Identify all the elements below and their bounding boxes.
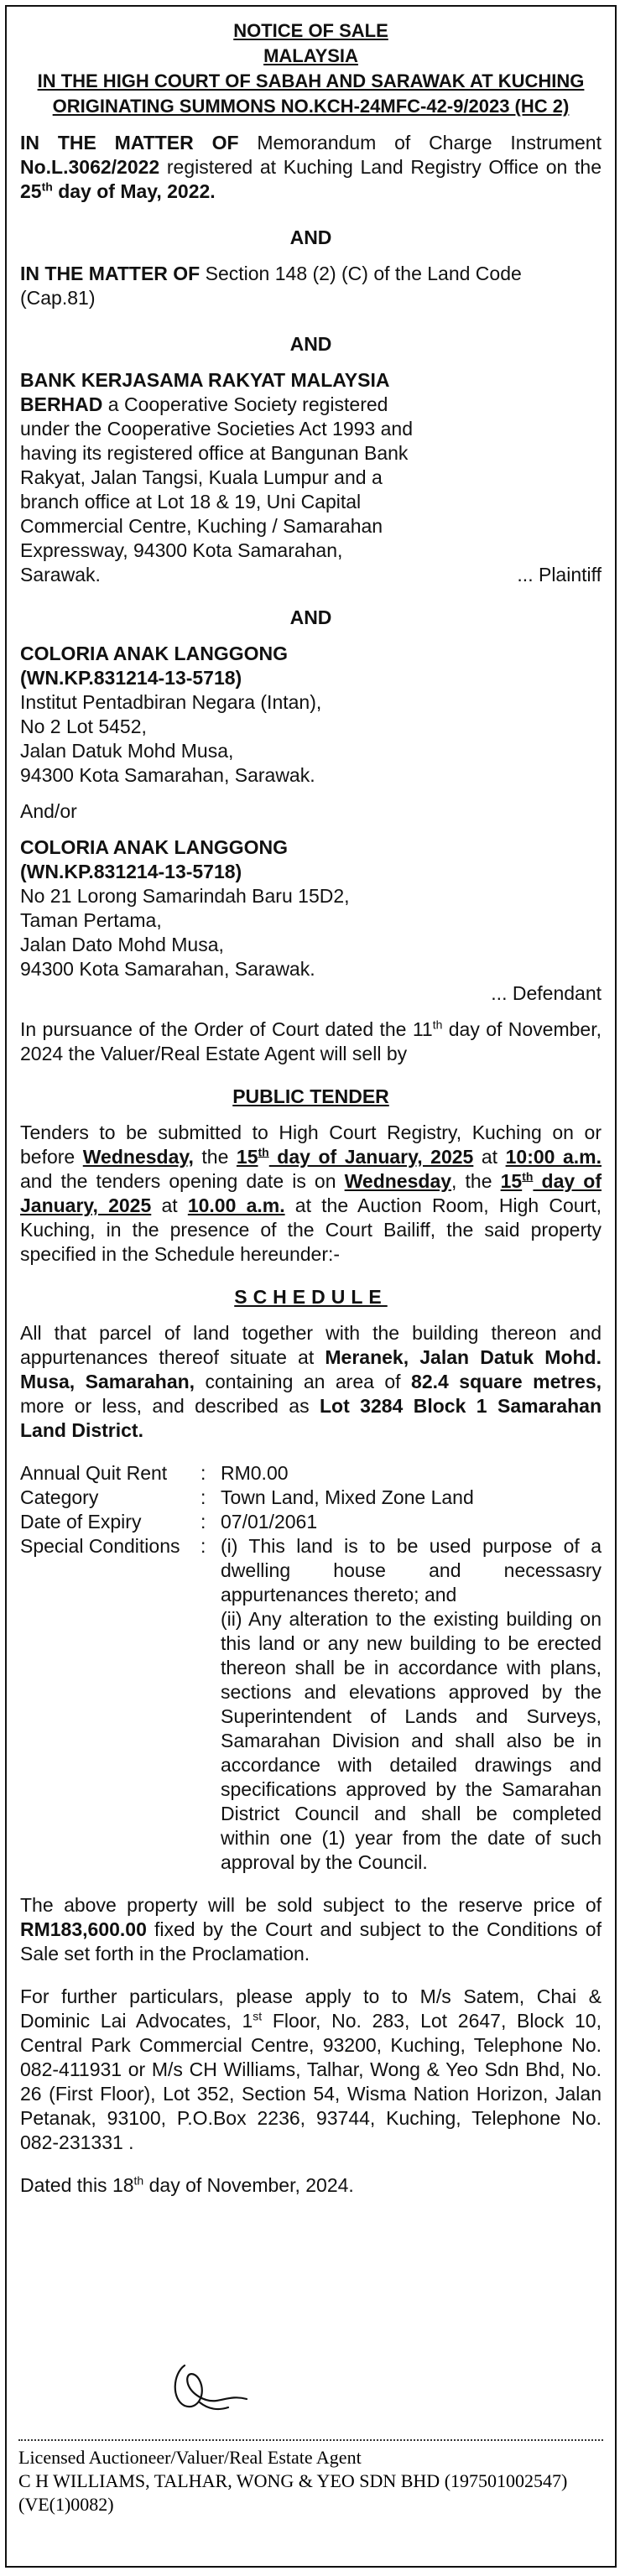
defendant-ic: (WN.KP.831214-13-5718) bbox=[20, 667, 242, 689]
notice-title: NOTICE OF SALE bbox=[233, 20, 388, 41]
plaintiff-address-line: Expressway, 94300 Kota Samarahan, bbox=[20, 539, 343, 561]
plaintiff-address-line: having its registered office at Bangunan Bank bbox=[20, 442, 409, 464]
defendant-address-1: COLORIA ANAK LANGGONG (WN.KP.831214-13-5718) Institut Pentadbiran Negara (Intan), No 2 Lot 5452, Jalan Datuk Mohd Musa, 94300 Kota Samarahan, Sarawak. bbox=[20, 642, 602, 788]
tender-paragraph: Tenders to be submitted to High Court Registry, Kuching on or before Wednesday, the 15th day of January, 2025 at 10:00 a.m. and the tenders opening date is on Wednesday, the 15th day of January, 2025 at 10.00 a.m. at the Auction Room, High Court, Kuching, in the presence of the Court Bailiff, the said property specified in the Schedule hereunder:- bbox=[20, 1121, 602, 1265]
notice-frame bbox=[5, 5, 617, 2568]
pursuance-paragraph: In pursuance of the Order of Court dated the 11th day of November, 2024 the Valuer/Real Estate Agent will sell by bbox=[20, 1017, 602, 1064]
detail-row: Annual Quit Rent : RM0.00 bbox=[20, 1462, 289, 1484]
detail-row: Special Conditions : (i) This land is to be used purpose of a dwelling house and necessasry appurtenances thereto; and (ii) Any alteration to the existing building on this land or any new building to be erected thereon shall be in accordance with plans, sections and elevations approved by the Superintendent of Lands and Surveys, Samarahan Division and shall also be in accordance with detailed drawings and specifications approved by the Samarahan District Council and shall be completed within one (1) year from the date of such approval by the Council. bbox=[20, 1535, 602, 1873]
dated-line: Dated this 18th day of November, 2024. bbox=[20, 2173, 354, 2196]
particulars-paragraph: For further particulars, please apply to to M/s Satem, Chai & Dominic Lai Advocates, 1st Floor, No. 283, Lot 2647, Block 10, Central Park Commercial Centre, 93200, Kuching, Telephone No. 082-411931 or M/s CH Williams, Talhar, Wong & Yeo Sdn Bhd, No. 26 (First Floor), Lot 352, Section 54, Wisma Nation Horizon, Jalan Petanak, 93100, P.O.Box 2236, 93744, Kuching, Telephone No. 082-231331 . bbox=[20, 1985, 602, 2153]
defendant-name: COLORIA ANAK LANGGONG bbox=[20, 836, 289, 858]
court-title: IN THE HIGH COURT OF SABAH AND SARAWAK AT KUCHING bbox=[37, 70, 585, 91]
public-tender-heading: PUBLIC TENDER bbox=[232, 1085, 389, 1107]
special-condition-1: (i) This land is to be used purpose of a dwelling house and necessasry appurtenances thereto; and bbox=[221, 1535, 602, 1605]
plaintiff-block: BANK KERJASAMA RAKYAT MALAYSIA BERHAD a Cooperative Society registered under the Cooperative Societies Act 1993 and having its registered office at Bangunan Bank Rakyat, Jalan Tangsi, Kuala Lumpur and a branch office at Lot 18 & 19, Uni Capital Commercial Centre, Kuching / Samarahan Expressway, 94300 Kota Samarahan, Sarawak. ... Plaintiff bbox=[20, 369, 602, 585]
plaintiff-address-line: under the Cooperative Societies Act 1993 and bbox=[20, 418, 413, 440]
plaintiff-address-line: Sarawak. bbox=[20, 564, 101, 585]
and-separator: AND bbox=[289, 333, 332, 355]
plaintiff-address-line: Commercial Centre, Kuching / Samarahan bbox=[20, 515, 383, 537]
schedule-heading: SCHEDULE bbox=[234, 1286, 388, 1308]
matter-charge: IN THE MATTER OF Memorandum of Charge Instrument No.L.3062/2022 registered at Kuching Land Registry Office on the 25th day of May, 2022. bbox=[20, 132, 602, 202]
signature-line bbox=[18, 2439, 603, 2441]
detail-row: Category : Town Land, Mixed Zone Land bbox=[20, 1486, 474, 1508]
and-separator: AND bbox=[289, 606, 332, 628]
plaintiff-role: ... Plaintiff bbox=[517, 564, 602, 585]
schedule-paragraph: All that parcel of land together with the building thereon and appurtenances thereof situate at Meranek, Jalan Datuk Mohd. Musa, Samarahan, containing an area of 82.4 square metres, more or less, and described as Lot 3284 Block 1 Samarahan Land District. bbox=[20, 1322, 602, 1441]
defendant-address-2: COLORIA ANAK LANGGONG (WN.KP.831214-13-5718) No 21 Lorong Samarindah Baru 15D2, Taman Pertama, Jalan Dato Mohd Musa, 94300 Kota Samarahan, Sarawak. ... Defendant bbox=[20, 836, 602, 1004]
property-details-table bbox=[20, 1461, 602, 1875]
reserve-price-paragraph: The above property will be sold subject to the reserve price of RM183,600.00 fixed by the Court and subject to the Conditions of Sale set forth in the Proclamation. bbox=[20, 1894, 602, 1965]
agent-company: C H WILLIAMS, TALHAR, WONG & YEO SDN BHD (197501002547) bbox=[18, 2470, 568, 2491]
notice-body bbox=[7, 7, 615, 2198]
defendant-ic: (WN.KP.831214-13-5718) bbox=[20, 861, 242, 882]
agent-footer bbox=[18, 2439, 603, 2516]
plaintiff-name: BANK KERJASAMA RAKYAT MALAYSIA bbox=[20, 369, 390, 391]
defendant-name: COLORIA ANAK LANGGONG bbox=[20, 643, 289, 664]
signature bbox=[166, 2355, 284, 2427]
plaintiff-address-line: Rakyat, Jalan Tangsi, Kuala Lumpur and a bbox=[20, 466, 383, 488]
plaintiff-address-line: branch office at Lot 18 & 19, Uni Capital bbox=[20, 491, 362, 513]
country-title: MALAYSIA bbox=[263, 45, 358, 66]
matter-land-code: IN THE MATTER OF Section 148 (2) (C) of the Land Code (Cap.81) bbox=[20, 263, 522, 309]
agent-reg-number: (VE(1)0082) bbox=[18, 2494, 114, 2515]
defendant-role: ... Defendant bbox=[491, 982, 602, 1004]
summons-number: ORIGINATING SUMMONS NO.KCH-24MFC-42-9/2023 (HC 2) bbox=[52, 96, 570, 117]
and-or-separator: And/or bbox=[20, 800, 77, 822]
detail-row: Date of Expiry : 07/01/2061 bbox=[20, 1511, 318, 1533]
and-separator: AND bbox=[289, 226, 332, 248]
special-condition-2: (ii) Any alteration to the existing building on this land or any new building to be erected thereon shall be in accordance with plans, sections and elevations approved by the Superintendent of Lands and Surveys, Samarahan Division and shall also be in accordance with detailed drawings and specifications approved by the Samarahan District Council and shall be completed within one (1) year from the date of such approval by the Council. bbox=[221, 1608, 602, 1873]
agent-title: Licensed Auctioneer/Valuer/Real Estate Agent bbox=[18, 2447, 362, 2468]
